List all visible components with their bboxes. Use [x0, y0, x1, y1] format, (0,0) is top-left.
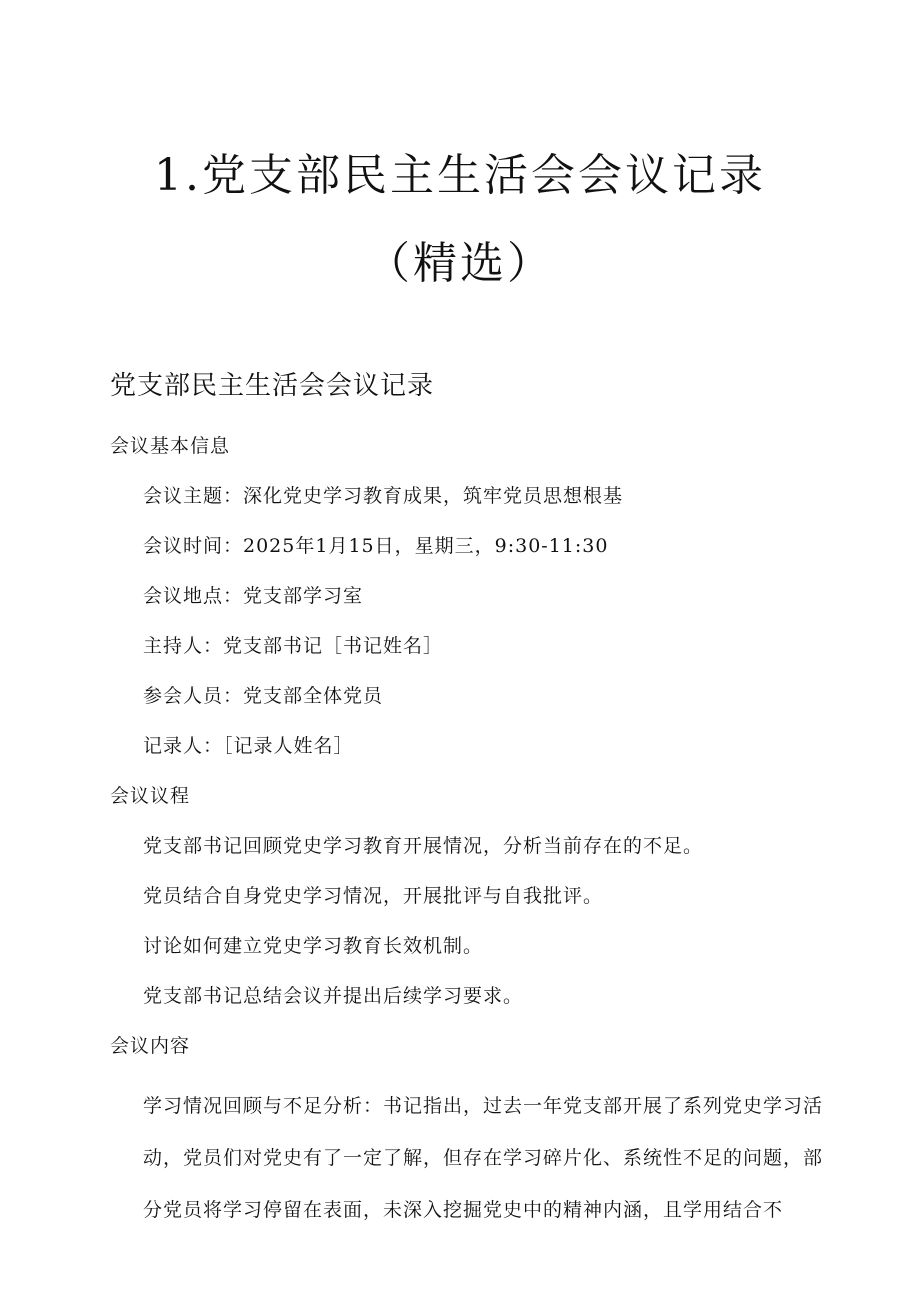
meeting-recorder: 记录人：［记录人姓名］	[143, 735, 354, 757]
basic-info-heading: 会议基本信息	[110, 435, 231, 457]
content-paragraph: 学习情况回顾与不足分析：书记指出，过去一年党支部开展了系列党史学习活动，党员们对党史有了一定了解，但存在学习碎片化、系统性不足的问题，部分党员将学习停留在表面，未深入挖掘党史中的精神内涵，且学用结合不	[143, 1095, 824, 1221]
agenda-item: 党支部书记回顾党史学习教育开展情况，分析当前存在的不足。	[143, 835, 704, 857]
meeting-topic: 会议主题：深化党史学习教育成果，筑牢党员思想根基	[143, 485, 624, 507]
document-title-suffix: （精选）	[366, 238, 554, 289]
meeting-time: 会议时间：2025年1月15日，星期三，9:30-11:30	[143, 535, 609, 557]
agenda-heading: 会议议程	[110, 785, 191, 807]
agenda-item: 党支部书记总结会议并提出后续学习要求。	[143, 985, 524, 1007]
meeting-location: 会议地点：党支部学习室	[143, 585, 364, 607]
agenda-item: 党员结合自身党史学习情况，开展批评与自我批评。	[143, 885, 604, 907]
content-heading: 会议内容	[110, 1035, 191, 1057]
meeting-host: 主持人：党支部书记［书记姓名］	[143, 635, 444, 657]
document-title: 1.党支部民主生活会会议记录	[154, 150, 766, 201]
meeting-attendees: 参会人员：党支部全体党员	[143, 685, 384, 707]
section-title: 党支部民主生活会会议记录	[110, 371, 435, 401]
agenda-item: 讨论如何建立党史学习教育长效机制。	[143, 935, 484, 957]
